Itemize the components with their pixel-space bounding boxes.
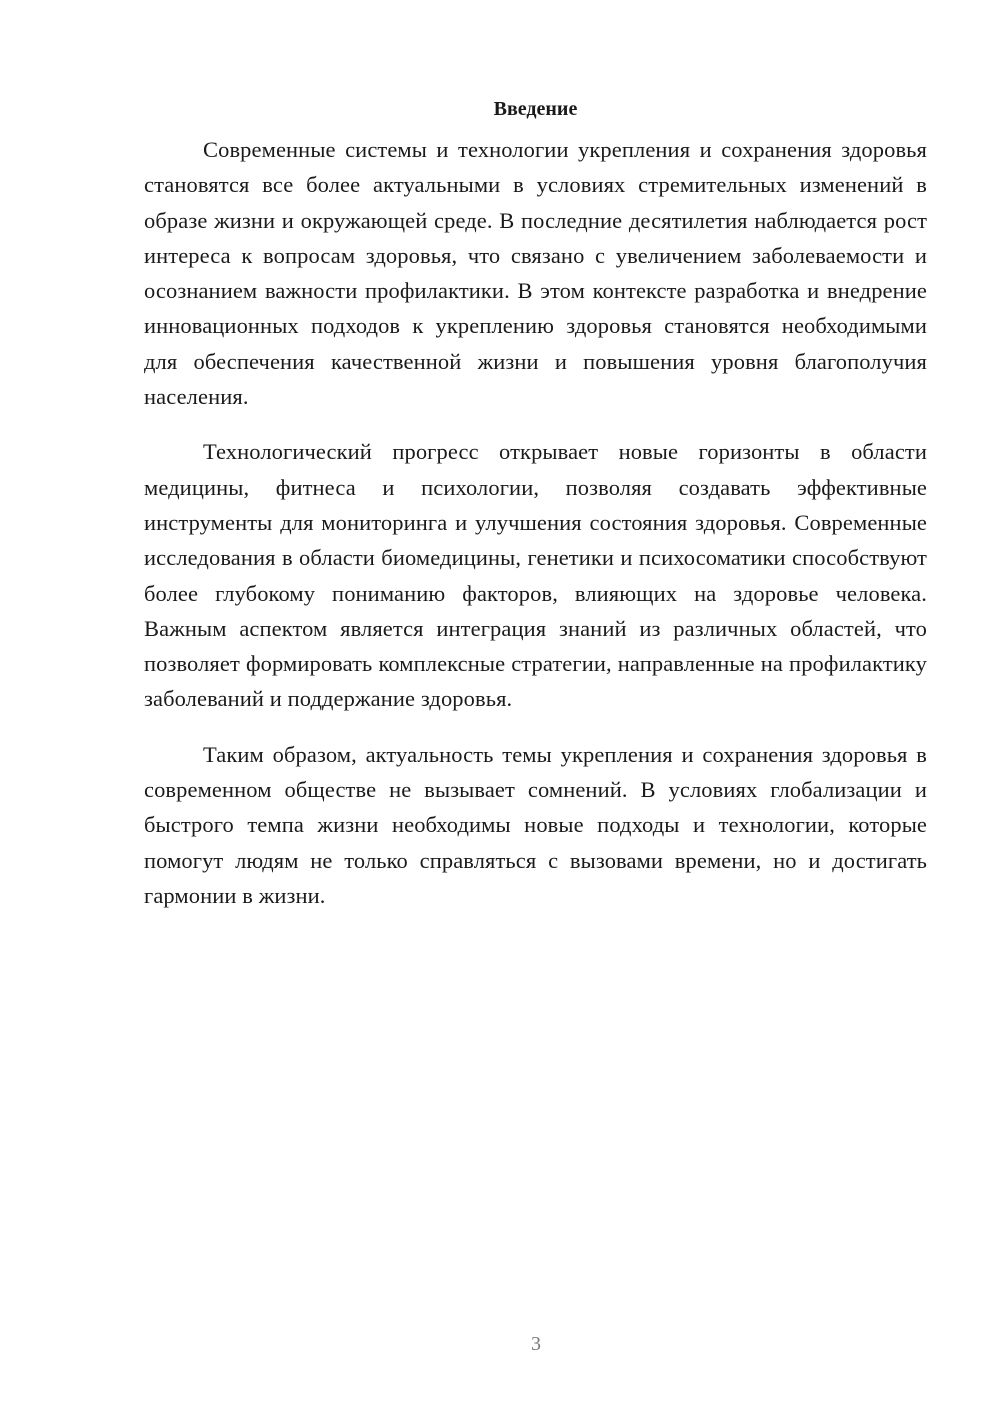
page-number: 3 xyxy=(531,1333,541,1355)
page-content xyxy=(144,92,927,933)
section-heading: Введение xyxy=(493,98,578,120)
paragraph-3: Таким образом, актуальность темы укрепления и сохранения здоровья в современном обществе не вызывает сомнений. В условиях глобализации и быстрого темпа жизни необходимы новые подходы и технологии, которые помогут людям не только справляться с вызовами времени, но и достигать гармонии в жизни. xyxy=(144,741,927,908)
paragraph-2: Технологический прогресс открывает новые горизонты в области медицины, фитнеса и психологии, позволяя создавать эффективные инструменты для мониторинга и улучшения состояния здоровья. Современные исследования в области биомедицины, генетики и психосоматики способствуют более глубокому пониманию факторов, влияющих на здоровье человека. Важным аспектом является интеграция знаний из различных областей, что позволяет формировать комплексные стратегии, направленные на профилактику заболеваний и поддержание здоровья. xyxy=(144,439,927,712)
paragraph-1: Современные системы и технологии укрепления и сохранения здоровья становятся все более актуальными в условиях стремительных изменений в образе жизни и окружающей среде. В последние десятилетия наблюдается рост интереса к вопросам здоровья, что связано с увеличением заболеваемости и осознанием важности профилактики. В этом контексте разработка и внедрение инновационных подходов к укреплению здоровья становятся необходимыми для обеспечения качественной жизни и повышения уровня благополучия населения. xyxy=(144,137,927,410)
